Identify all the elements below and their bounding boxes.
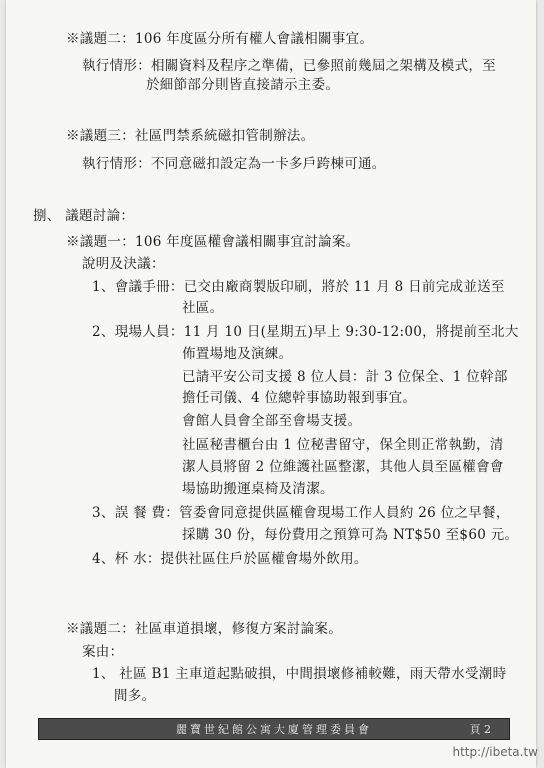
text-line: 採購 30 份，每份費用之預算可為 NT$50 至$60 元。 [182, 527, 519, 543]
page-number: 頁 2 [469, 723, 491, 736]
page-footer [38, 718, 510, 740]
text-line: 3、誤 餐 費：管委會同意提供區權會現場工作人員約 26 位之早餐， [92, 505, 510, 521]
text-line: 說明及決議： [82, 256, 165, 272]
text-line: 佈置場地及演練。 [182, 346, 293, 362]
text-line: 案由： [82, 644, 124, 660]
text-line: 2、現場人員：11 月 10 日(星期五)早上 9:30-12:00，將提前至北大 [92, 324, 519, 340]
text-line: 會館人員會全部至會場支援。 [182, 413, 362, 429]
text-line: 擔任司儀、4 位總幹事協助報到事宜。 [182, 390, 417, 406]
text-line: 社區。 [182, 300, 224, 316]
text-line: 於細節部分則皆直接請示主委。 [146, 77, 340, 93]
text-line: 間多。 [114, 688, 156, 704]
document-page [6, 0, 536, 768]
footer-title: 麗寶世紀館公寓大廈管理委員會 [176, 723, 372, 736]
watermark: http://ibeta.tw [452, 745, 538, 759]
text-line: 社區秘書櫃台由 1 位秘書留守，保全則正常執勤，清 [182, 437, 504, 453]
text-line: 潔人員將留 2 位維護社區整潔，其他人員至區權會會 [182, 459, 504, 475]
text-line: 4、杯 水：提供社區住戶於區權會場外飲用。 [92, 551, 368, 567]
text-line: 1、 社區 B1 主車道起點破損，中間損壞修補較難，雨天帶水受潮時 [92, 666, 507, 682]
text-line: 執行情形：相關資料及程序之準備，已參照前幾屆之架構及模式，至 [82, 58, 496, 74]
text-line: ※議題三：社區門禁系統磁扣管制辦法。 [66, 128, 315, 144]
section-heading: 捌、 議題討論： [33, 208, 135, 224]
text-line: 執行情形：不同意磁扣設定為一卡多戶跨棟可通。 [82, 156, 386, 172]
text-line: 場協助搬運桌椅及清潔。 [182, 481, 334, 497]
text-line: ※議題二：106 年度區分所有權人會議相關事宜。 [66, 31, 374, 47]
text-line: 1、會議手冊：已交由廠商製版印刷，將於 11 月 8 日前完成並送至 [92, 279, 505, 295]
text-line: ※議題一：106 年度區權會議相關事宜討論案。 [66, 234, 360, 250]
text-line: 已請平安公司支援 8 位人員：計 3 位保全、1 位幹部 [182, 369, 508, 385]
text-line: ※議題二：社區車道損壞，修復方案討論案。 [66, 621, 342, 637]
